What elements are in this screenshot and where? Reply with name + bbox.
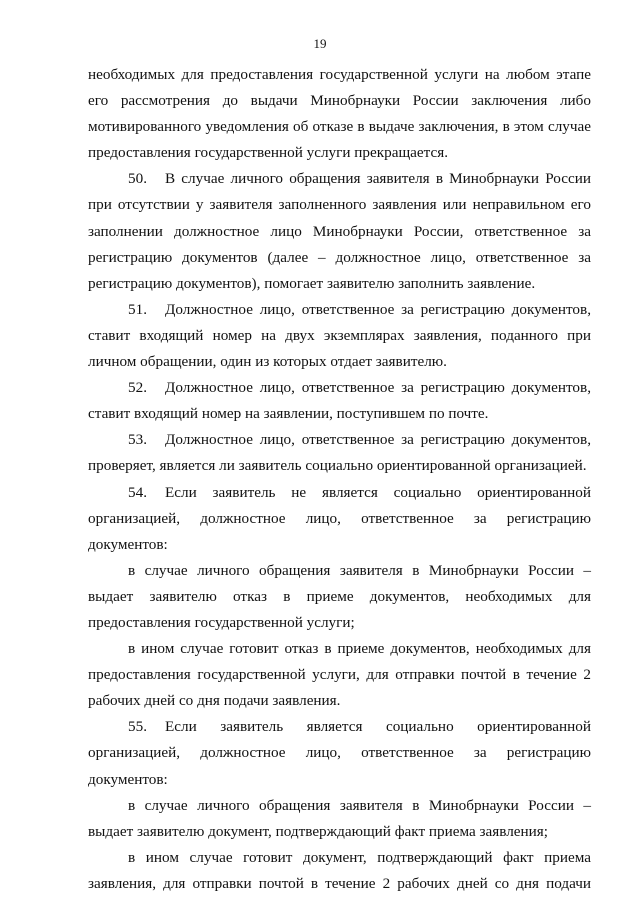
paragraph-text: Должностное лицо, ответственное за регистрацию документов, ставит входящий номер на двух экземплярах заявления, поданного при личном обращении, один из которых отдает заявителю. — [88, 300, 591, 371]
paragraph-number: 52. — [128, 379, 147, 397]
document-body — [88, 62, 591, 897]
paragraph-text: в ином случае готовит документ, подтверждающий факт приема заявления, для отправки почтой в течение 2 рабочих дней со дня подачи — [88, 848, 591, 892]
paragraph-text: Если заявитель не является социально ориентированной организацией, должностное лицо, ответственное за регистрацию документов: — [88, 483, 591, 553]
subparagraph — [88, 558, 591, 636]
paragraph-52 — [88, 375, 591, 427]
paragraph-number: 53. — [128, 431, 147, 449]
paragraph-50 — [88, 166, 591, 296]
paragraph-53 — [88, 427, 591, 479]
paragraph-text: Должностное лицо, ответственное за регистрацию документов, проверяет, является ли заявитель социально ориентированной организацией. — [88, 431, 591, 475]
subparagraph — [88, 636, 591, 714]
subparagraph — [88, 793, 591, 845]
page-number: 19 — [313, 36, 327, 51]
paragraph-number: 50. — [128, 170, 147, 188]
paragraph-51 — [88, 297, 591, 375]
paragraph-continuation — [88, 62, 591, 166]
subparagraph — [88, 845, 591, 897]
paragraph-text: в случае личного обращения заявителя в Минобрнауки России – выдает заявителю отказ в приеме документов, необходимых для предоставления государственной услуги; — [88, 561, 591, 631]
paragraph-text: в случае личного обращения заявителя в Минобрнауки России – выдает заявителю документ, подтверждающий факт приема заявления; — [88, 796, 591, 840]
paragraph-55 — [88, 714, 591, 792]
paragraph-text: необходимых для предоставления государственной услуги на любом этапе его рассмотрения до выдачи Минобрнауки России заключения либо мотивированного уведомления об отказе в выдаче заключения, в этом случае предоставления государственной услуги прекращается. — [88, 66, 591, 162]
paragraph-54 — [88, 480, 591, 558]
paragraph-text: в ином случае готовит отказ в приеме документов, необходимых для предоставления государственной услуги, для отправки почтой в течение 2 рабочих дней со дня подачи заявления. — [88, 640, 591, 710]
paragraph-number: 55. — [128, 718, 147, 736]
paragraph-number: 51. — [128, 300, 147, 318]
paragraph-text: В случае личного обращения заявителя в Минобрнауки России при отсутствии у заявителя заполненного заявления или неправильном его заполнении должностное лицо Минобрнауки России, ответственное за регистрацию документов (далее – должностное лицо, ответственное за регистрацию документов), помогает заявителю заполнить заявление. — [88, 170, 591, 292]
paragraph-number: 54. — [128, 483, 147, 501]
paragraph-text: Должностное лицо, ответственное за регистрацию документов, ставит входящий номер на заявлении, поступившем по почте. — [88, 379, 591, 423]
paragraph-text: Если заявитель является социально ориентированной организацией, должностное лицо, ответственное за регистрацию документов: — [88, 718, 591, 788]
